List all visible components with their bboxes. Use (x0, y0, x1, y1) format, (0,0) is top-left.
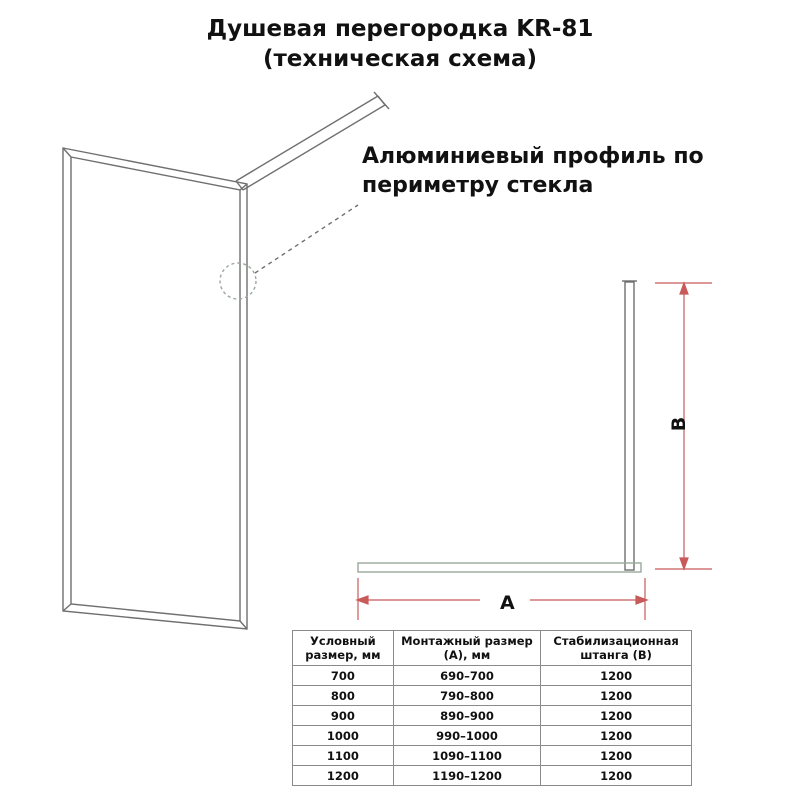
table-row (293, 726, 692, 746)
elevation-vertical-bar (622, 281, 637, 570)
table-row (293, 666, 692, 686)
dimension-label-b: B (668, 416, 691, 432)
dimension-label-a: A (500, 592, 515, 614)
table-row (293, 706, 692, 726)
table-header-cell: Условный размер, мм (293, 631, 394, 666)
title-line-1: Душевая перегородка KR-81 (206, 16, 594, 42)
stabilizer-bar (236, 96, 385, 190)
table-cell: 1200 (541, 686, 692, 706)
table-cell: 1200 (541, 766, 692, 786)
wall-profile (240, 184, 247, 629)
table-cell: 900 (293, 706, 394, 726)
table-cell: 1090–1100 (393, 746, 540, 766)
table-cell: 990–1000 (393, 726, 540, 746)
callout-text: Алюминиевый профиль по периметру стекла (362, 144, 704, 199)
table-row (293, 686, 692, 706)
elevation-glass-bottom (358, 563, 641, 572)
table-cell: 800 (293, 686, 394, 706)
table-header-row (293, 631, 692, 666)
aluminium-profile-left (63, 148, 71, 611)
table-header-cell: Стабилизационная штанга (В) (541, 631, 692, 666)
table-cell: 1200 (541, 726, 692, 746)
table-cell: 1190–1200 (393, 766, 540, 786)
table-cell: 1200 (541, 706, 692, 726)
table-cell: 790–800 (393, 686, 540, 706)
table-header-cell: Монтажный размер (А), мм (393, 631, 540, 666)
title-line-2: (техническая схема) (262, 46, 538, 73)
table-cell: 1100 (293, 746, 394, 766)
glass-panel-outline (63, 148, 247, 629)
specification-table (292, 630, 692, 786)
callout-leader-line (255, 205, 358, 273)
table-cell: 1200 (541, 746, 692, 766)
table-cell: 1000 (293, 726, 394, 746)
table-cell: 690–700 (393, 666, 540, 686)
table-cell: 700 (293, 666, 394, 686)
detail-zoom-circle (220, 263, 256, 299)
table-cell: 890–900 (393, 706, 540, 726)
table-row (293, 766, 692, 786)
table-cell: 1200 (293, 766, 394, 786)
table-row (293, 746, 692, 766)
table-cell: 1200 (541, 666, 692, 686)
dimension-lines (357, 283, 712, 620)
screen-perspective-view (63, 92, 389, 629)
screen-elevation-view (358, 281, 641, 572)
